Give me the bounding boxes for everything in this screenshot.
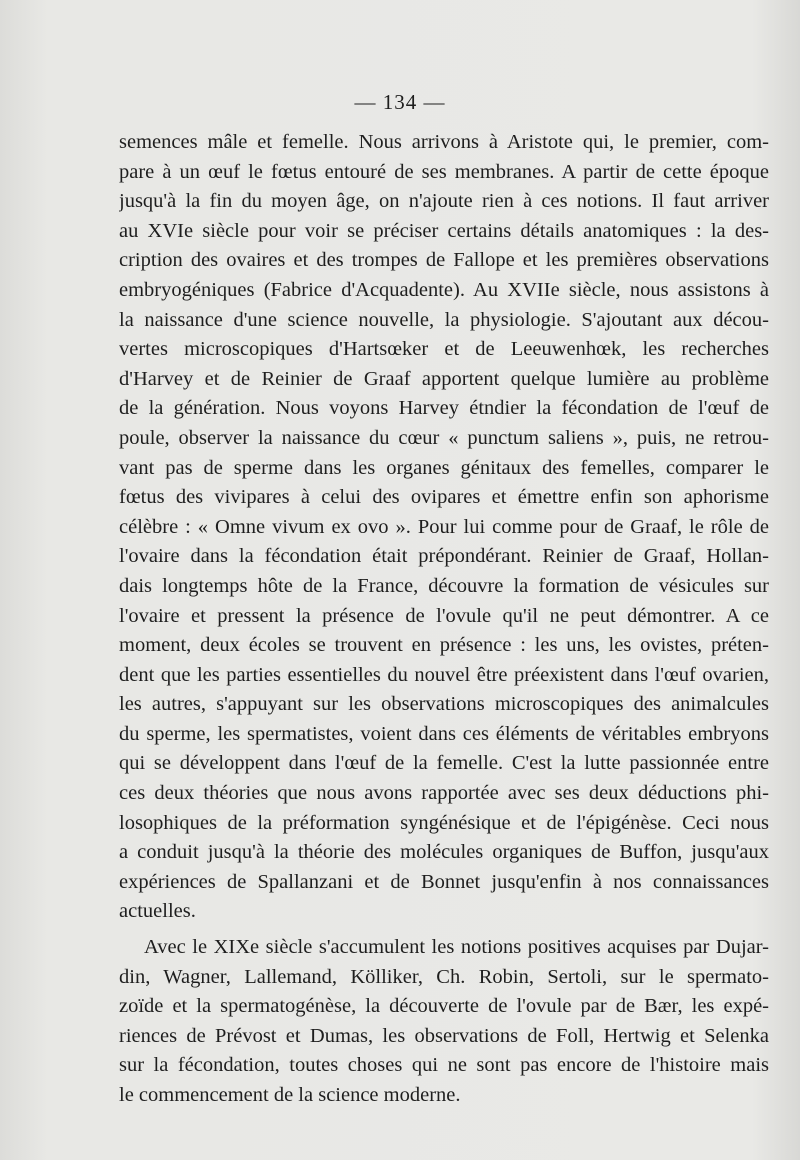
text-line: de la génération. Nous voyons Harvey étndier la fécondation de l'œuf de bbox=[119, 397, 769, 420]
text-line: riences de Prévost et Dumas, les observations de Foll, Hertwig et Selenka bbox=[119, 1024, 769, 1047]
text-line: expériences de Spallanzani et de Bonnet jusqu'enfin à nos connaissances bbox=[119, 870, 769, 893]
page-number: — 134 — bbox=[354, 90, 446, 114]
text-line: dais longtemps hôte de la France, découvre la formation de vésicules sur bbox=[119, 574, 769, 597]
text-line: cription des ovaires et des trompes de Fallope et les premières observations bbox=[119, 249, 769, 272]
paragraph bbox=[119, 933, 769, 1111]
text-line: moment, deux écoles se trouvent en présence : les uns, les ovistes, préten- bbox=[119, 634, 769, 657]
text-line: fœtus des vivipares à celui des ovipares et émettre enfin son aphorisme bbox=[119, 486, 769, 509]
text-line: jusqu'à la fin du moyen âge, on n'ajoute rien à ces notions. Il faut arriver bbox=[119, 190, 769, 213]
text-line: au XVIe siècle pour voir se préciser certains détails anatomiques : la des- bbox=[119, 219, 769, 242]
text-line: les autres, s'appuyant sur les observations microscopiques des animalcules bbox=[119, 693, 769, 716]
text-line: semences mâle et femelle. Nous arrivons à Aristote qui, le premier, com- bbox=[119, 131, 769, 153]
text-line: actuelles. bbox=[119, 900, 196, 923]
text-line: le commencement de la science moderne. bbox=[119, 1084, 461, 1106]
text-line: Avec le XIXe siècle s'accumulent les notions positives acquises par Dujar- bbox=[144, 936, 769, 959]
text-line: qui se développent dans l'œuf de la femelle. C'est la lutte passionnée entre bbox=[119, 752, 769, 775]
text-line: l'ovaire et pressent la présence de l'ovule qu'il ne peut démontrer. A ce bbox=[119, 604, 769, 627]
text-line: din, Wagner, Lallemand, Kölliker, Ch. Robin, Sertoli, sur le spermato- bbox=[119, 965, 769, 988]
paragraph bbox=[119, 128, 769, 927]
text-line: a conduit jusqu'à la théorie des molécules organiques de Buffon, jusqu'aux bbox=[119, 841, 769, 864]
text-line: sur la fécondation, toutes choses qui ne sont pas encore de l'histoire mais bbox=[119, 1054, 769, 1077]
text-line: zoïde et la spermatogénèse, la découverte de l'ovule par de Bær, les expé- bbox=[119, 995, 769, 1018]
text-line: la naissance d'une science nouvelle, la physiologie. S'ajoutant aux décou- bbox=[119, 308, 769, 331]
text-line: du sperme, les spermatistes, voient dans ces éléments de véritables embryons bbox=[119, 722, 769, 745]
text-line: losophiques de la préformation syngénésique et de l'épigénèse. Ceci nous bbox=[119, 811, 769, 834]
body-text bbox=[119, 128, 769, 1111]
text-line: d'Harvey et de Reinier de Graaf apportent quelque lumière au problème bbox=[119, 367, 769, 390]
text-line: l'ovaire dans la fécondation était prépondérant. Reinier de Graaf, Hollan- bbox=[119, 545, 769, 568]
text-line: pare à un œuf le fœtus entouré de ses membranes. A partir de cette époque bbox=[119, 160, 769, 183]
text-line: célèbre : « Omne vivum ex ovo ». Pour lui comme pour de Graaf, le rôle de bbox=[119, 515, 769, 538]
text-line: ces deux théories que nous avons rapportée avec ses deux déductions phi- bbox=[119, 782, 769, 805]
text-line: embryogéniques (Fabrice d'Acquadente). Au XVIIe siècle, nous assistons à bbox=[119, 278, 769, 301]
text-line: vertes microscopiques d'Hartsœker et de Leeuwenhœk, les recherches bbox=[119, 338, 769, 361]
text-line: poule, observer la naissance du cœur « punctum saliens », puis, ne retrou- bbox=[119, 426, 769, 449]
text-line: dent que les parties essentielles du nouvel être préexistent dans l'œuf ovarien, bbox=[119, 663, 769, 686]
text-line: vant pas de sperme dans les organes génitaux des femelles, comparer le bbox=[119, 456, 769, 479]
